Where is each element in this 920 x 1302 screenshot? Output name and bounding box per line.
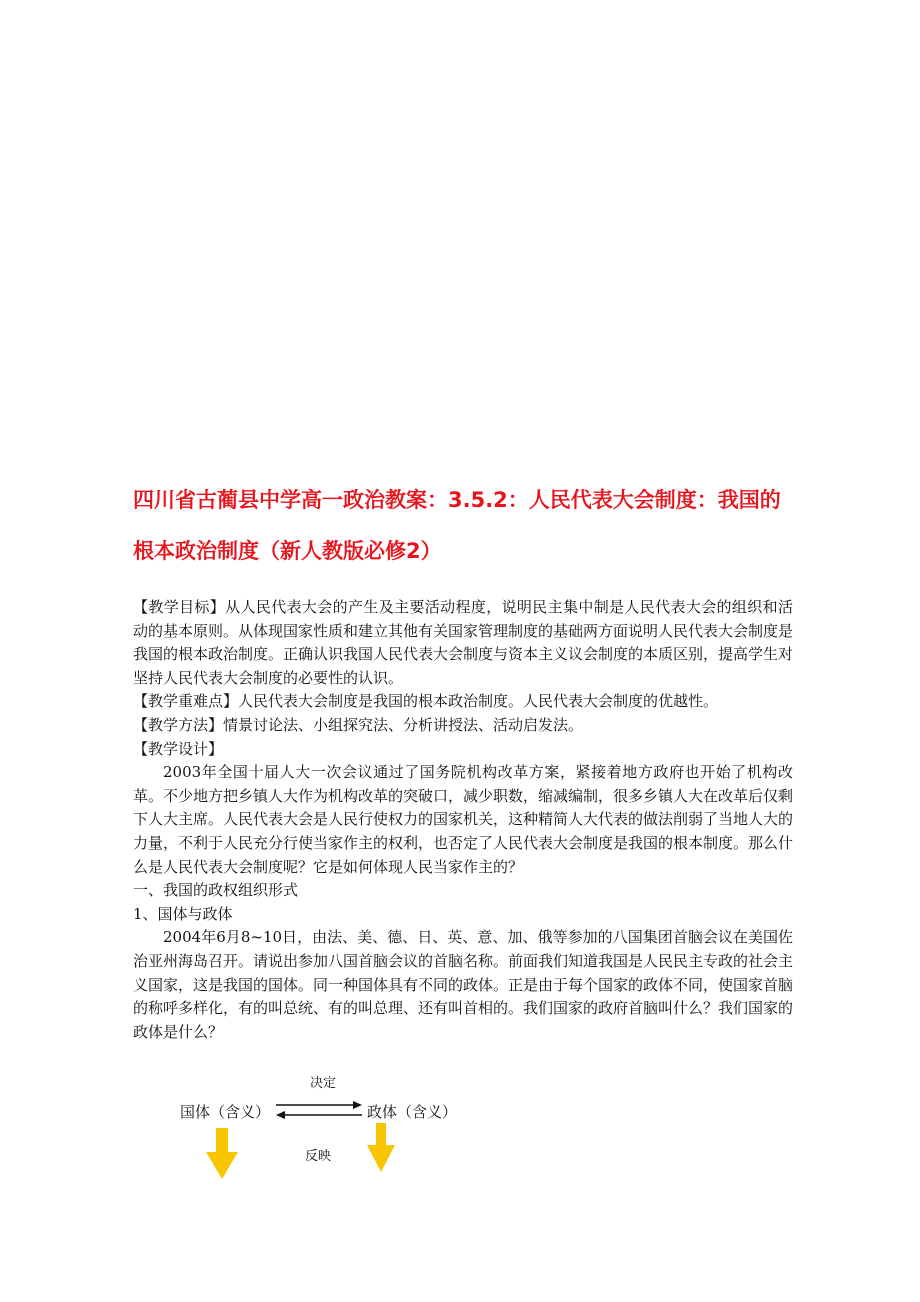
government-form-node: 政体（含义） xyxy=(367,1103,458,1121)
g8-paragraph: 2004年6月8~10日，由法、美、德、日、英、意、加、俄等参加的八国集团首脑会议在美国佐治亚州海岛召开。请说出参加八国首脑会议的首脑名称。前面我们知道我国是人民民主专政的社会主义国家，这是我国的国体。同一种国体具有不同的政体。正是由于每个国家的政体不同，使国家首脑的称呼多样化，有的叫总统、有的叫总理、还有叫首相的。我们国家的政府首脑叫什么？我们国家的政体是什么？ xyxy=(133,928,794,1041)
key-points-paragraph xyxy=(133,690,793,714)
key-points-text: 人民代表大会制度是我国的根本政治制度。人民代表大会制度的优越性。 xyxy=(238,692,719,711)
intro-paragraph: 2003年全国十届人大一次会议通过了国务院机构改革方案，紧接着地方政府也开始了机构改革。不少地方把乡镇人大作为机构改革的突破口，减少职数，缩减编制，很多乡镇人大在改革后仅剩下人大主席。人民代表大会是人民行使权力的国家机关，这种精简人大代表的做法削弱了当地人大的力量，不利于人民充分行使当家作主的权利，也否定了人民代表大会制度是我国的根本制度。那么什么是人民代表大会制度呢？它是如何体现人民当家作主的？ xyxy=(133,763,794,876)
down-arrow-icon-left xyxy=(205,1128,239,1180)
state-nature-node: 国体（含义） xyxy=(180,1103,271,1121)
objectives-text: 从人民代表大会的产生及主要活动程度，说明民主集中制是人民代表大会的组织和活动的基本原则。从体现国家性质和建立其他有关国家管理制度的基础两方面说明人民代表大会制度是我国的根本政治制度。正确认识我国人民代表大会制度与资本主义议会制度的本质区别，提高学生对坚持人民代表大会制度的必要性的认识。 xyxy=(133,598,794,687)
section-heading-1: 一、我国的政权组织形式 xyxy=(133,881,299,900)
down-arrow-icon-right xyxy=(366,1123,396,1173)
objectives-paragraph xyxy=(133,596,793,690)
methods-text: 情景讨论法、小组探究法、分析讲授法、活动启发法。 xyxy=(223,715,584,734)
methods-label: 【教学方法】 xyxy=(133,715,224,734)
document-title-line-2: 根本政治制度（新人教版必修2） xyxy=(133,539,442,563)
design-label: 【教学设计】 xyxy=(133,739,224,758)
design-heading xyxy=(133,738,793,762)
subsection-heading-1: 1、国体与政体 xyxy=(133,904,233,923)
state-system-diagram xyxy=(170,1068,490,1188)
methods-paragraph xyxy=(133,714,793,738)
decides-label: 决定 xyxy=(310,1076,337,1091)
document-title-line-1: 四川省古蔺县中学高一政治教案：3.5.2：人民代表大会制度：我国的 xyxy=(133,488,781,512)
key-points-label: 【教学重难点】 xyxy=(133,692,239,711)
objectives-label: 【教学目标】 xyxy=(133,598,226,616)
double-arrow-icon xyxy=(274,1098,364,1122)
document-body xyxy=(133,596,793,1044)
reflects-label: 反映 xyxy=(305,1149,332,1164)
